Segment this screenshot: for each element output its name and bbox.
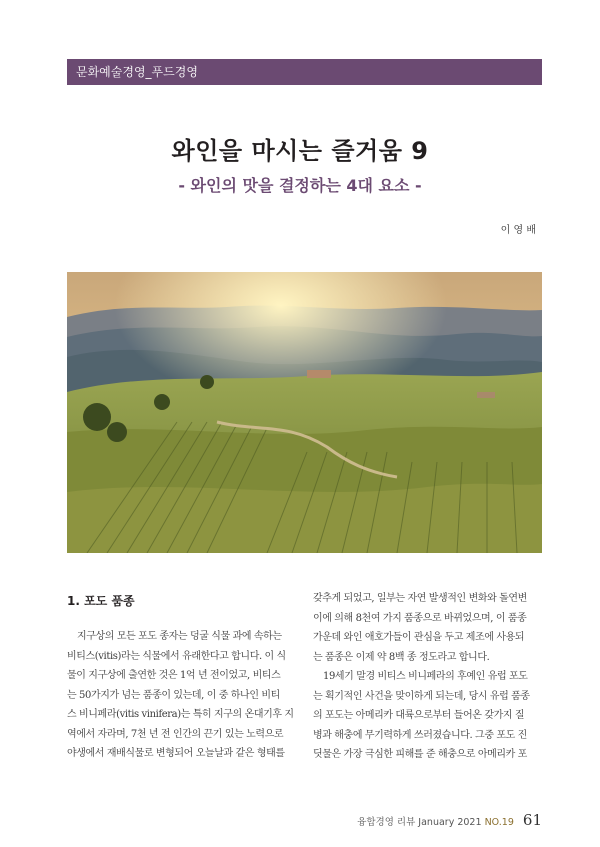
body-line: 역에서 자라며, 7천 년 전 인간의 끈기 있는 노력으로 <box>67 728 284 740</box>
section-heading: 1. 포도 품종 <box>67 594 135 608</box>
category-band <box>67 59 542 85</box>
page-footer <box>357 811 542 829</box>
article-title: 와인을 마시는 즐거움 9 <box>171 137 429 165</box>
body-line: 갖추게 되었고, 일부는 자연 발생적인 변화와 돌연변 <box>313 593 527 604</box>
author-name: 이 영 배 <box>500 225 536 236</box>
body-column-right <box>313 589 543 765</box>
category-label: 문화예술경영_푸드경영 <box>76 65 198 79</box>
body-line: 는 50가지가 넘는 품종이 있는데, 이 중 하나인 비티 <box>67 689 280 701</box>
body-line: 병과 해충에 무기력하게 쓰러졌습니다. 그중 포도 진 <box>313 729 527 741</box>
body-line: 이에 의해 8천여 가지 품종으로 바뀌었으며, 이 품종 <box>313 612 527 624</box>
body-line: 야생에서 재배식물로 변형되어 오늘날과 같은 형태를 <box>67 748 285 759</box>
article-subtitle: - 와인의 맛을 결정하는 4대 요소 - <box>178 176 422 195</box>
body-line: 는 획기적인 사건을 맞이하게 되는데, 당시 유럽 품종 <box>313 690 530 702</box>
body-line: 스 비니페라(vitis vinifera)는 특히 지구의 온대기후 지 <box>67 709 294 720</box>
body-line: 지구상의 모든 포도 종자는 덩굴 식물 과에 속하는 <box>77 631 282 642</box>
body-column-left <box>67 627 295 764</box>
issue-number: NO.19 <box>484 817 514 828</box>
body-line: 19세기 말경 비티스 비니페라의 후예인 유럽 포도 <box>323 671 528 682</box>
body-line: 는 품종은 이제 약 8백 종 정도라고 합니다. <box>313 651 490 663</box>
page-number: 61 <box>522 811 542 829</box>
body-line: 가운데 와인 애호가들이 관심을 두고 제조에 사용되 <box>313 632 525 643</box>
body-line: 딧물은 가장 극심한 피해를 준 해충으로 아메리카 포 <box>313 749 527 760</box>
publication-name: 융합경영 리뷰 January 2021 <box>357 817 482 828</box>
vineyard-photo <box>67 272 542 553</box>
body-line: 의 포도는 아메리카 대륙으로부터 들어온 갖가지 질 <box>313 710 525 721</box>
body-line: 물이 지구상에 출연한 것은 1억 년 전이었고, 비티스 <box>67 670 281 681</box>
body-line: 비티스(vitis)라는 식물에서 유래한다고 합니다. 이 식 <box>67 650 286 662</box>
